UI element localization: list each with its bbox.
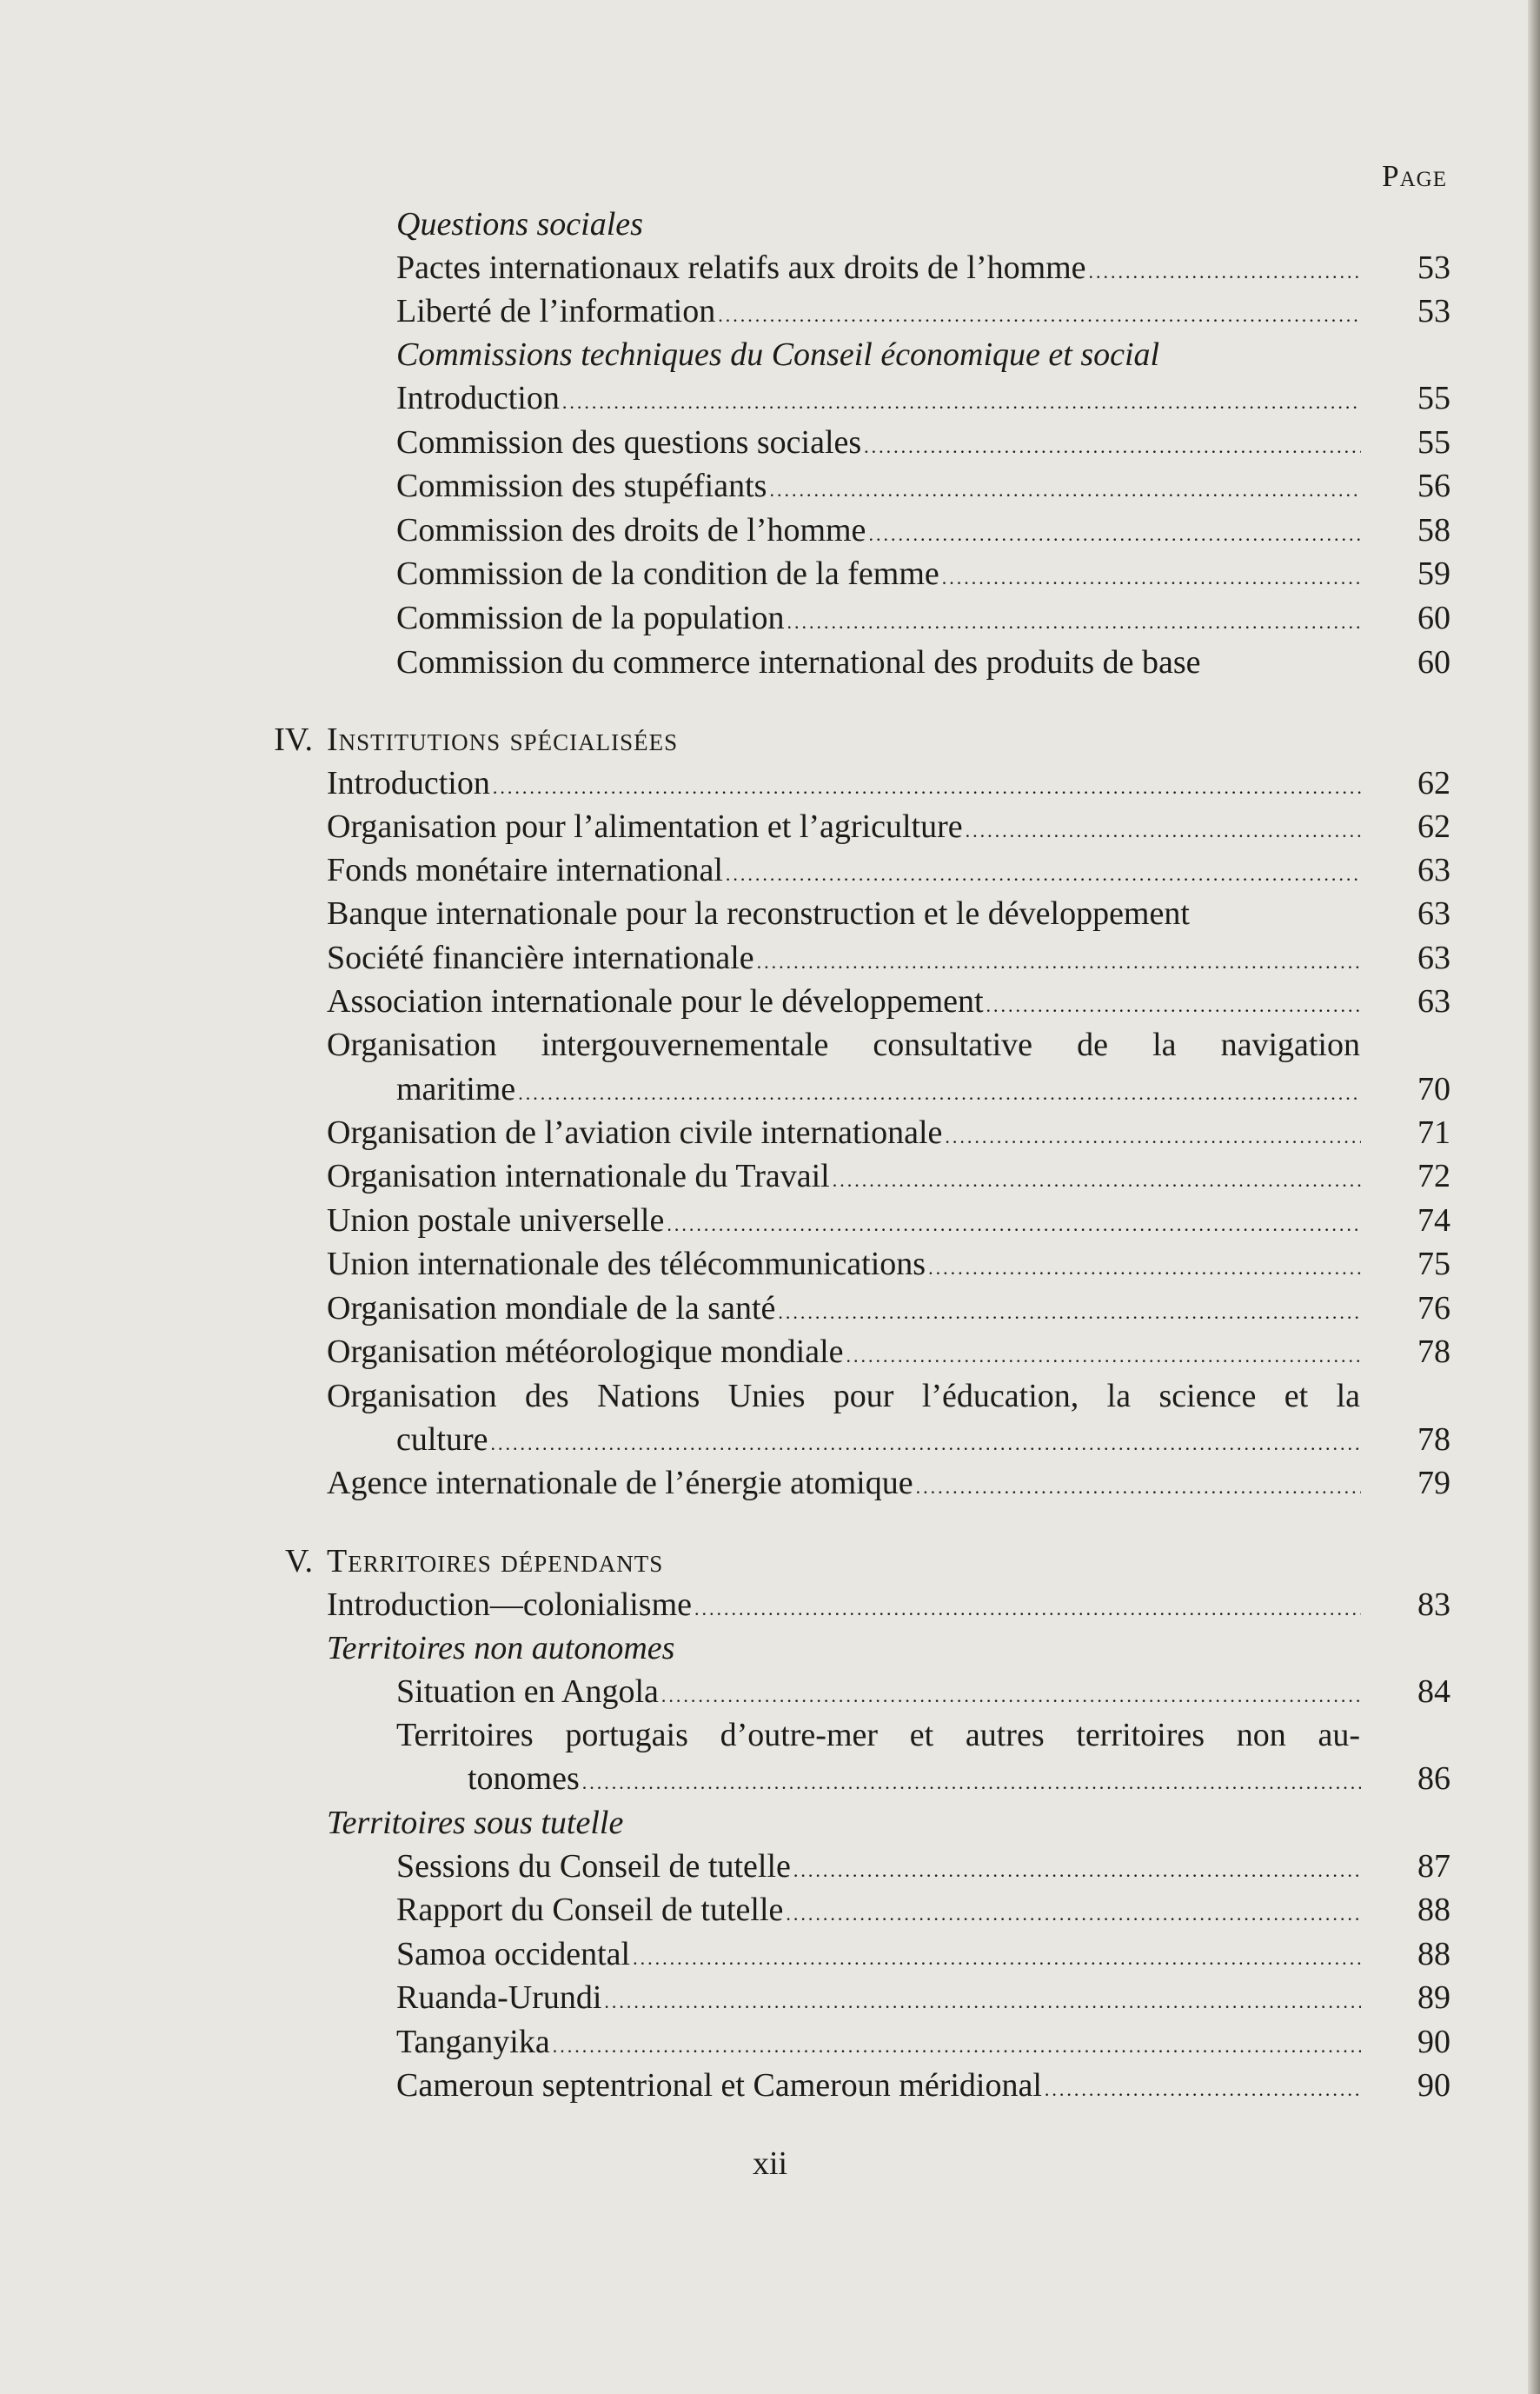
toc-entry-title: Commission des stupéfiants	[396, 468, 767, 504]
toc-entry-omm[interactable]	[327, 1330, 1364, 1373]
toc-entry-unesco-line1: Organisation des Nations Unies pour l’éducation, la science et la	[327, 1378, 1360, 1414]
toc-page-number: 84	[1417, 1673, 1450, 1710]
leader-dots	[694, 1587, 1361, 1626]
toc-entry-aiea[interactable]	[327, 1461, 1364, 1505]
toc-entry-title: Société financière internationale	[327, 940, 754, 976]
toc-page-number: 75	[1417, 1246, 1450, 1282]
toc-entry-title: Commission de la population	[396, 600, 785, 636]
leader-dots	[633, 1937, 1361, 1976]
toc-page-number: 60	[1417, 600, 1450, 636]
leader-dots	[966, 809, 1361, 848]
toc-page-number: 63	[1417, 940, 1450, 976]
toc-page-number: 55	[1417, 380, 1450, 416]
toc-page-number: 53	[1417, 293, 1450, 329]
toc-entry-title: Sessions du Conseil de tutelle	[396, 1848, 791, 1885]
section-title-territoires: Territoires dépendants	[327, 1543, 664, 1579]
heading-commissions-techniques: Commissions techniques du Conseil économique et social	[396, 336, 1160, 373]
toc-entry-title: Introduction	[396, 380, 560, 416]
heading-questions-sociales: Questions sociales	[396, 206, 643, 243]
toc-page-number: 90	[1417, 2024, 1450, 2060]
toc-page-number: 90	[1417, 2067, 1450, 2104]
leader-dots	[582, 1761, 1361, 1800]
toc-entry-title: Union internationale des télécommunications	[327, 1246, 926, 1282]
toc-entry-title: Commission des questions sociales	[396, 424, 862, 461]
toc-page-number: 63	[1417, 983, 1450, 1020]
toc-page-number: 89	[1417, 1979, 1450, 2016]
page-folio: xii	[752, 2145, 788, 2182]
toc-entry-oit[interactable]	[327, 1154, 1364, 1198]
toc-entry-samoa[interactable]	[396, 1932, 1364, 1976]
toc-page-number: 79	[1417, 1465, 1450, 1501]
toc-entry-unesco[interactable]	[396, 1418, 1364, 1461]
toc-page-number: 55	[1417, 424, 1450, 461]
heading-territoires-non-autonomes: Territoires non autonomes	[327, 1630, 675, 1666]
toc-entry-title: Banque internationale pour la reconstruction et le développement	[327, 895, 1190, 932]
toc-page-number: 86	[1417, 1760, 1450, 1797]
toc-entry-title: Organisation de l’aviation civile internationale	[327, 1114, 943, 1151]
toc-entry-liberte[interactable]	[396, 289, 1364, 333]
toc-page-number: 62	[1417, 808, 1450, 845]
leader-dots	[1089, 250, 1361, 289]
toc-page-number: 72	[1417, 1158, 1450, 1194]
toc-page-number: 71	[1417, 1114, 1450, 1151]
leader-dots	[769, 469, 1361, 508]
toc-entry-portugais[interactable]	[468, 1757, 1364, 1800]
toc-entry-title: Commission de la condition de la femme	[396, 555, 939, 592]
toc-entry-cameroun[interactable]	[396, 2064, 1364, 2107]
toc-page-number: 83	[1417, 1586, 1450, 1623]
toc-entry-population[interactable]	[396, 596, 1364, 640]
toc-entry-aid[interactable]	[327, 980, 1364, 1023]
toc-entry-omci[interactable]	[396, 1067, 1364, 1111]
toc-entry-title: Introduction—colonialisme	[327, 1586, 693, 1623]
leader-dots	[493, 766, 1361, 805]
leader-dots	[868, 513, 1361, 552]
leader-dots	[786, 1892, 1361, 1932]
toc-entry-sessions-tutelle[interactable]	[396, 1845, 1364, 1888]
toc-entry-title: Agence internationale de l’énergie atomique	[327, 1465, 913, 1501]
toc-page-number: 63	[1417, 852, 1450, 888]
toc-entry-title: Union postale universelle	[327, 1202, 665, 1239]
toc-entry-title: Organisation mondiale de la santé	[327, 1290, 776, 1327]
leader-dots	[553, 2025, 1361, 2064]
toc-entry-introduction-commissions[interactable]	[396, 376, 1364, 420]
leader-dots	[562, 381, 1361, 420]
toc-entry-title: Tanganyika	[396, 2024, 550, 2060]
toc-entry-uit[interactable]	[327, 1242, 1364, 1286]
toc-entry-upu[interactable]	[327, 1199, 1364, 1242]
toc-page-number: 59	[1417, 555, 1450, 592]
toc-entry-title: Liberté de l’information	[396, 293, 716, 329]
leader-dots	[667, 1203, 1361, 1242]
leader-dots	[793, 1849, 1361, 1888]
toc-entry-sfi[interactable]	[327, 936, 1364, 980]
leader-dots	[491, 1422, 1361, 1461]
leader-dots	[1045, 2068, 1361, 2107]
toc-page-number: 60	[1417, 644, 1450, 681]
leader-dots	[757, 941, 1361, 980]
toc-page-number: 58	[1417, 512, 1450, 549]
toc-entry-introduction-iv[interactable]	[327, 761, 1364, 805]
toc-entry-angola[interactable]	[396, 1670, 1364, 1713]
leader-dots	[945, 1115, 1361, 1154]
toc-entry-title: Commission du commerce international des produits de base	[396, 644, 1201, 681]
toc-entry-title: culture	[396, 1421, 488, 1458]
toc-entry-title: Organisation pour l’alimentation et l’agriculture	[327, 808, 963, 845]
toc-page-number: 76	[1417, 1290, 1450, 1327]
leader-dots	[833, 1159, 1361, 1198]
toc-entry-title: Commission des droits de l’homme	[396, 512, 866, 549]
toc-entry-title: Ruanda-Urundi	[396, 1979, 602, 2016]
leader-dots	[864, 425, 1361, 464]
toc-entry-condition-femme[interactable]	[396, 552, 1364, 595]
leader-dots	[661, 1674, 1361, 1713]
toc-entry-questions-sociales[interactable]	[396, 421, 1364, 464]
toc-entry-banque[interactable]	[327, 892, 1364, 935]
toc-page-number: 78	[1417, 1333, 1450, 1370]
leader-dots	[916, 1466, 1361, 1505]
toc-entry-title: Situation en Angola	[396, 1673, 659, 1710]
toc-entry-rapport-tutelle[interactable]	[396, 1888, 1364, 1932]
toc-entry-tanganyika[interactable]	[396, 2020, 1364, 2064]
leader-dots	[787, 601, 1361, 640]
toc-page-number: 53	[1417, 249, 1450, 286]
toc-page-number: 62	[1417, 765, 1450, 801]
toc-page-number: 56	[1417, 468, 1450, 504]
heading-territoires-sous-tutelle: Territoires sous tutelle	[327, 1805, 624, 1841]
toc-entry-title: Pactes internationaux relatifs aux droits de l’homme	[396, 249, 1086, 286]
toc-entry-title: Organisation météorologique mondiale	[327, 1333, 844, 1370]
leader-dots	[986, 984, 1361, 1023]
toc-entry-title: Introduction	[327, 765, 490, 801]
page-edge	[1528, 0, 1540, 2394]
section-numeral-iv: IV.	[274, 722, 313, 758]
toc-entry-portugais-line1: Territoires portugais d’outre-mer et autres territoires non au-	[396, 1717, 1360, 1753]
toc-entry-title: Cameroun septentrional et Cameroun méridional	[396, 2067, 1042, 2104]
leader-dots	[942, 556, 1361, 595]
leader-dots	[846, 1334, 1362, 1373]
toc-entry-oaci[interactable]	[327, 1111, 1364, 1154]
toc-page-number: 74	[1417, 1202, 1450, 1239]
toc-entry-commerce-international[interactable]	[396, 641, 1364, 684]
toc-entry-title: Fonds monétaire international	[327, 852, 723, 888]
toc-entry-title: maritime	[396, 1071, 516, 1107]
toc-entry-stupefiants[interactable]	[396, 464, 1364, 508]
page-column-label: Page	[1382, 159, 1447, 193]
toc-entry-fao[interactable]	[327, 805, 1364, 848]
toc-entry-omci-line1: Organisation intergouvernementale consultative de la navigation	[327, 1027, 1360, 1063]
leader-dots	[604, 1980, 1361, 2019]
toc-entry-fmi[interactable]	[327, 848, 1364, 892]
leader-dots	[778, 1291, 1361, 1330]
leader-dots	[718, 294, 1361, 333]
toc-entry-title: Rapport du Conseil de tutelle	[396, 1892, 784, 1928]
section-numeral-v: V.	[284, 1543, 313, 1579]
toc-page-number: 70	[1417, 1071, 1450, 1107]
section-title-institutions: Institutions spécialisées	[327, 722, 679, 758]
leader-dots	[518, 1072, 1361, 1111]
toc-entry-title: Samoa occidental	[396, 1936, 631, 1972]
toc-entry-oms[interactable]	[327, 1287, 1364, 1330]
toc-entry-title: Organisation internationale du Travail	[327, 1158, 830, 1194]
toc-page-number: 88	[1417, 1892, 1450, 1928]
toc-entry-title: Association internationale pour le développement	[327, 983, 984, 1020]
leader-dots	[726, 853, 1361, 892]
toc-page-number: 63	[1417, 895, 1450, 932]
toc-entry-title: tonomes	[468, 1760, 580, 1797]
toc-entry-pactes[interactable]	[396, 246, 1364, 289]
toc-page-number: 87	[1417, 1848, 1450, 1885]
toc-page-number: 78	[1417, 1421, 1450, 1458]
leader-dots	[928, 1247, 1361, 1286]
toc-entry-droits-homme[interactable]	[396, 509, 1364, 552]
toc-page-number: 88	[1417, 1936, 1450, 1972]
toc-entry-introduction-v[interactable]	[327, 1583, 1364, 1626]
toc-entry-ruanda-urundi[interactable]	[396, 1976, 1364, 2019]
